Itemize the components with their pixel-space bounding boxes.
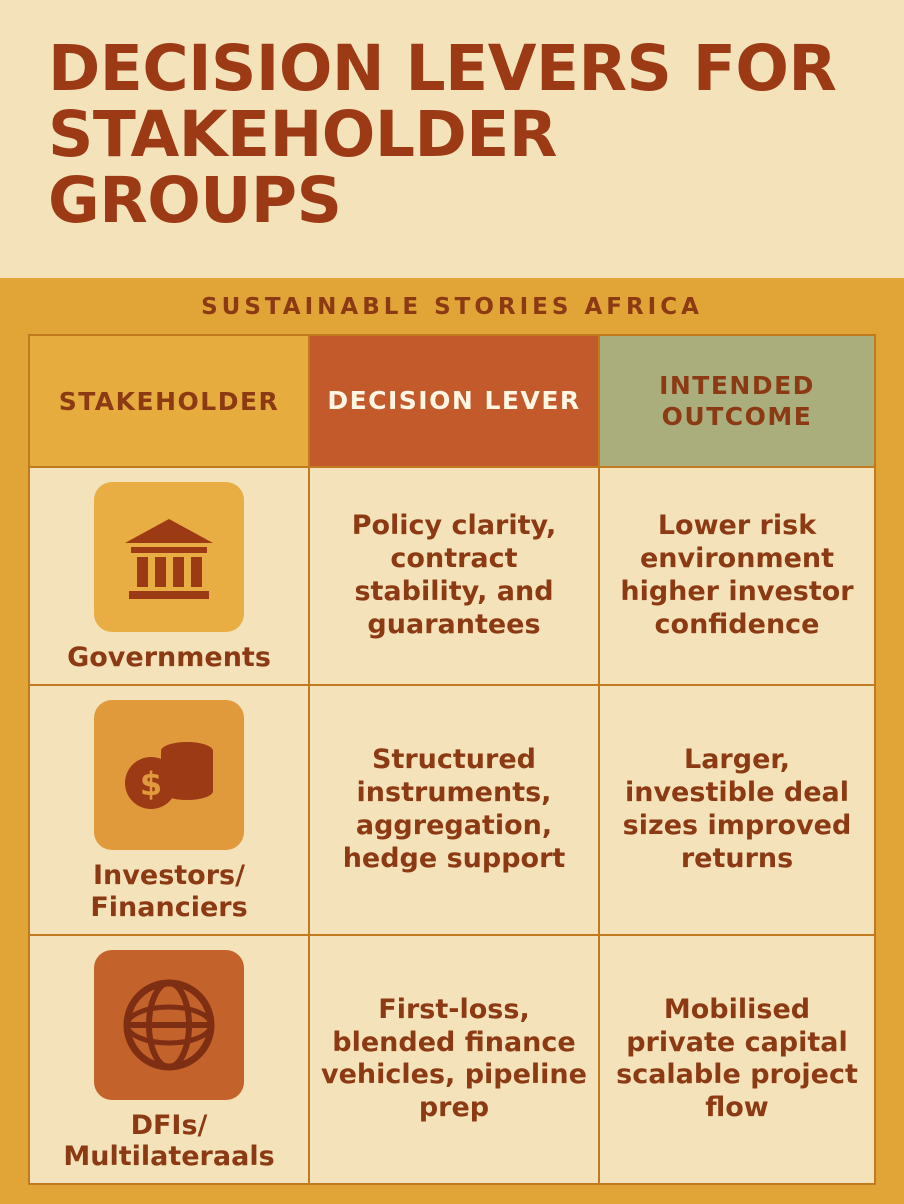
- header: [0, 0, 904, 278]
- brand-label: SUSTAINABLE STORIES AFRICA: [201, 294, 703, 320]
- brand-band: [0, 278, 904, 334]
- table-header-row: [29, 335, 875, 467]
- stakeholder-label: Governments: [67, 642, 271, 673]
- stakeholder-label: DFIs/ Multilateraals: [63, 1109, 275, 1173]
- intended-outcome-cell-investors: Larger, investible deal sizes improved returns: [599, 685, 875, 935]
- column-header-decision-lever: DECISION LEVER: [309, 335, 599, 467]
- page-title: DECISION LEVERS FOR STAKEHOLDER GROUPS: [48, 32, 837, 238]
- table-row: [29, 685, 875, 935]
- matrix-table-wrap: [0, 334, 904, 1185]
- intended-outcome-cell-dfis: Mobilised private capital scalable project flow: [599, 935, 875, 1185]
- stakeholder-cell-dfis: [29, 935, 309, 1185]
- column-header-stakeholder: STAKEHOLDER: [29, 335, 309, 467]
- svg-text:$: $: [139, 764, 163, 803]
- table-row: [29, 467, 875, 685]
- decision-lever-cell-dfis: First-loss, blended finance vehicles, pipeline prep: [309, 935, 599, 1185]
- stakeholder-cell-governments: [29, 467, 309, 685]
- decision-lever-cell-governments: Policy clarity, contract stability, and guarantees: [309, 467, 599, 685]
- column-header-intended-outcome: INTENDED OUTCOME: [599, 335, 875, 467]
- stakeholder-cell-investors: [29, 685, 309, 935]
- decision-lever-cell-investors: Structured instruments, aggregation, hedge support: [309, 685, 599, 935]
- bank-icon: [94, 482, 244, 632]
- intended-outcome-cell-governments: Lower risk environment higher investor confidence: [599, 467, 875, 685]
- stakeholder-label: Investors/ Financiers: [90, 859, 248, 923]
- decision-lever-table: [28, 334, 876, 1185]
- globe-icon: [94, 950, 244, 1100]
- table-row: [29, 935, 875, 1185]
- coins-icon: [94, 700, 244, 850]
